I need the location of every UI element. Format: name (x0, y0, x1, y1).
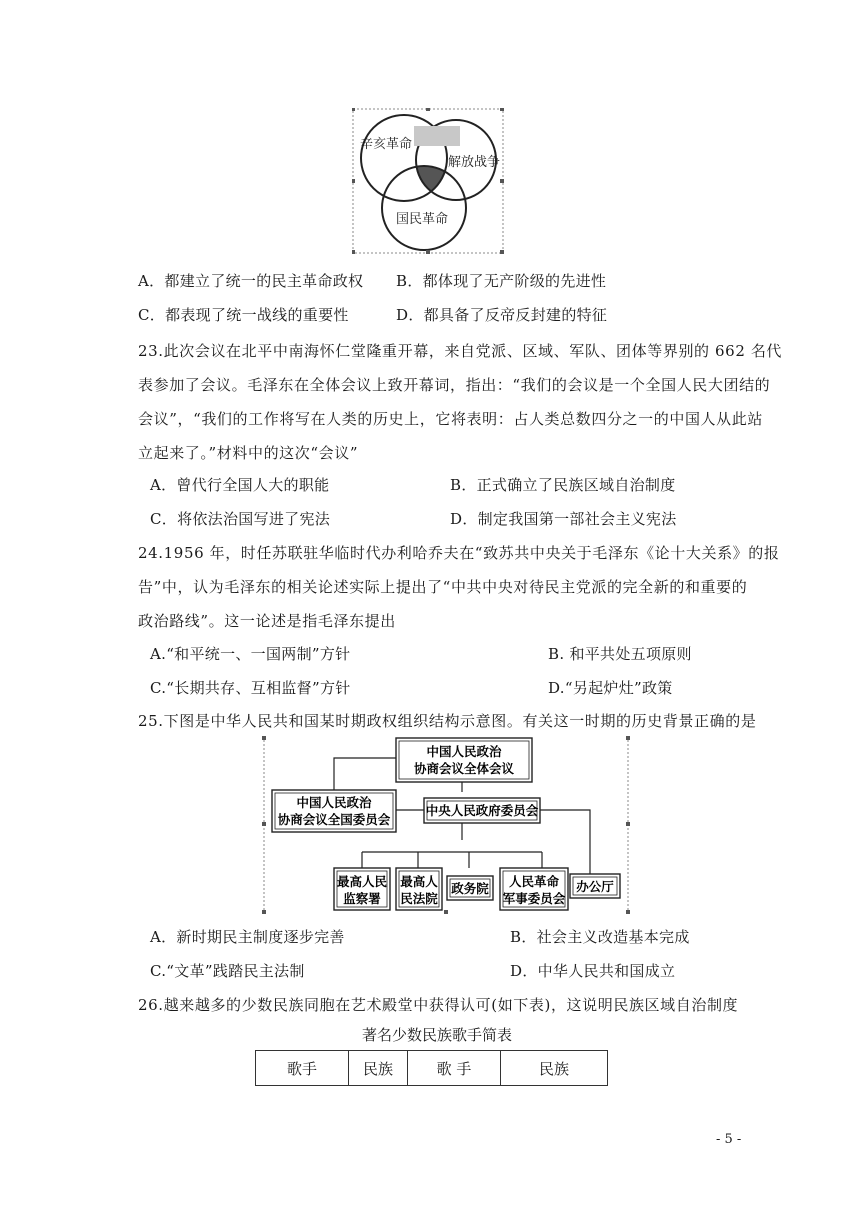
svg-text:人民革命: 人民革命 (508, 874, 560, 889)
q23-option-a: A．曾代行全国人大的职能 (150, 476, 330, 494)
q24-option-d: D.“另起炉灶”政策 (548, 679, 673, 697)
q22-option-d: D．都具备了反帝反封建的特征 (396, 306, 608, 324)
page-number: - 5 - (716, 1132, 742, 1147)
svg-text:中央人民政府委员会: 中央人民政府委员会 (425, 803, 539, 818)
svg-text:监察署: 监察署 (343, 891, 381, 906)
svg-text:最高人民: 最高人民 (336, 874, 388, 889)
org-node-cppcc-national-committee (272, 790, 396, 832)
singers-table (255, 1050, 608, 1086)
q23-stem-line-2: 表参加了会议。毛泽东在全体会议上致开幕词，指出：“我们的会议是一个全国人民大团结的 (138, 376, 771, 394)
q24-stem-line-1: 24.1956 年，时任苏联驻华临时代办利哈乔夫在“致苏共中央关于毛泽东《论十大关系》的报 (138, 544, 780, 562)
q24-stem-line-3: 政治路线”。这一论述是指毛泽东提出 (138, 612, 396, 630)
org-node-general-office (570, 874, 620, 898)
q26-stem: 26.越来越多的少数民族同胞在艺术殿堂中获得认可(如下表)，这说明民族区域自治制度 (138, 996, 739, 1014)
q25-option-a: A．新时期民主制度逐步完善 (150, 928, 345, 946)
q22-option-a: A．都建立了统一的民主革命政权 (138, 272, 364, 290)
q23-option-b: B．正式确立了民族区域自治制度 (450, 476, 676, 494)
svg-text:军事委员会: 军事委员会 (502, 891, 566, 906)
org-node-military-commission (500, 868, 568, 910)
svg-text:办公厅: 办公厅 (576, 879, 614, 894)
q22-option-b: B．都体现了无产阶级的先进性 (396, 272, 607, 290)
table-header-singer-2: 歌 手 (408, 1051, 501, 1086)
q24-option-b: B. 和平共处五项原则 (548, 645, 692, 663)
table-header-row (256, 1051, 608, 1086)
q23-option-c: C．将依法治国写进了宪法 (150, 510, 331, 528)
table-title: 著名少数民族歌手简表 (362, 1026, 513, 1044)
svg-text:中国人民政治: 中国人民政治 (296, 795, 372, 810)
table-header-ethnicity: 民族 (349, 1051, 408, 1086)
org-node-central-government-council (424, 798, 540, 823)
q25-stem: 25.下图是中华人民共和国某时期政权组织结构示意图。有关这一时期的历史背景正确的是 (138, 712, 757, 730)
svg-text:政务院: 政务院 (451, 881, 489, 896)
q23-stem-line-3: 会议”，“我们的工作将写在人类的历史上，它将表明：占人类总数四分之一的中国人从此站 (138, 410, 763, 428)
q24-option-c: C.“长期共存、互相监督”方针 (150, 679, 351, 697)
q24-option-a: A.“和平统一、一国两制”方针 (150, 645, 351, 663)
q23-stem-line-4: 立起来了。”材料中的这次“会议” (138, 444, 359, 462)
venn-label-xinhai: 辛亥革命 (360, 137, 413, 152)
svg-text:协商会议全国委员会: 协商会议全国委员会 (277, 812, 391, 827)
org-node-supreme-court (396, 868, 442, 910)
svg-text:中国人民政治: 中国人民政治 (426, 744, 502, 759)
q22-option-c: C．都表现了统一战线的重要性 (138, 306, 349, 324)
svg-text:最高人: 最高人 (400, 874, 438, 889)
table-header-ethnicity-2: 民族 (501, 1051, 608, 1086)
q24-stem-line-2: 告”中，认为毛泽东的相关论述实际上提出了“中共中央对待民主党派的完全新的和重要的 (138, 578, 748, 596)
q23-stem-line-1: 23.此次会议在北平中南海怀仁堂隆重开幕，来自党派、区域、军队、团体等界别的 662 名代 (138, 342, 783, 360)
svg-text:民法院: 民法院 (400, 891, 438, 906)
table-header-singer: 歌手 (256, 1051, 349, 1086)
venn-label-guomin: 国民革命 (396, 212, 449, 227)
q25-option-c: C.“文革”践踏民主法制 (150, 962, 305, 980)
org-node-supreme-procuratorate (334, 868, 390, 910)
org-chart (262, 736, 630, 914)
q25-option-d: D．中华人民共和国成立 (510, 962, 676, 980)
org-node-government-council (447, 876, 493, 900)
svg-text:协商会议全体会议: 协商会议全体会议 (413, 761, 515, 776)
q25-option-b: B．社会主义改造基本完成 (510, 928, 690, 946)
q23-option-d: D．制定我国第一部社会主义宪法 (450, 510, 677, 528)
venn-diagram (352, 108, 501, 254)
org-node-cppcc-plenary (396, 738, 532, 782)
venn-label-jiefang: 解放战争 (448, 155, 501, 170)
